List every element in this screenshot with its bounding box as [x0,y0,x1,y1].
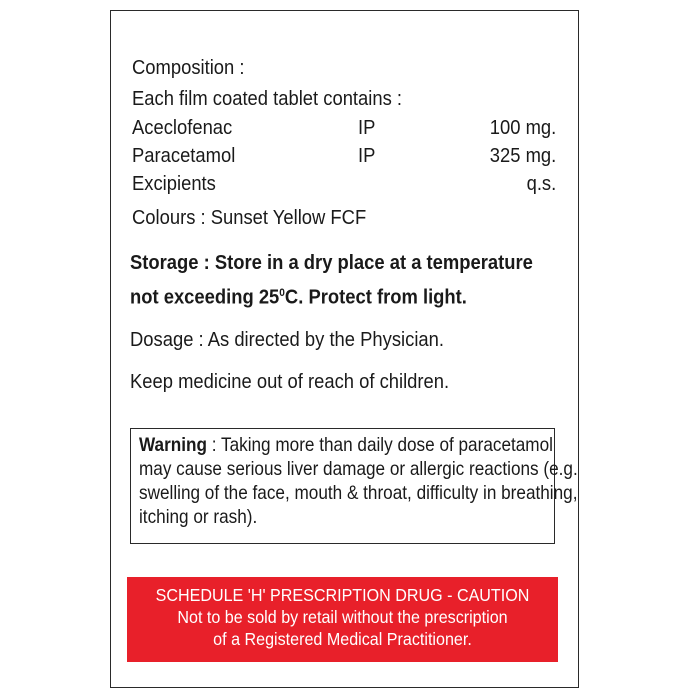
storage-line-2 [130,281,467,310]
storage-text-after-degree: C. Protect from light. [284,286,467,309]
warning-line-4: itching or rash). [139,506,258,528]
colours-line: Colours : Sunset Yellow FCF [132,207,367,229]
composition-intro: Each film coated tablet contains : [132,88,403,110]
schedule-line-2: Not to be sold by retail without the prescription [177,607,508,627]
warning-line-2: may cause serious liver damage or allergic reactions (e.g. [139,458,578,480]
ingredient-amount: q.s. [526,173,556,195]
ingredient-name: Excipients [132,173,216,195]
keep-away-line: Keep medicine out of reach of children. [130,371,450,393]
ingredient-amount: 100 mg. [489,117,556,139]
schedule-h-banner [127,577,558,662]
warning-box [130,428,578,544]
degree-superscript: 0 [279,287,285,299]
warning-text: : Taking more than daily dose of paracetamol [207,434,553,456]
composition-heading: Composition : [132,57,245,79]
warning-line-1 [139,433,553,457]
schedule-line-1: SCHEDULE 'H' PRESCRIPTION DRUG - CAUTION [155,585,530,605]
warning-heading: Warning [139,434,208,456]
ingredient-name: Aceclofenac [132,117,233,139]
ingredient-amount: 325 mg. [489,145,556,167]
ingredient-name: Paracetamol [132,145,236,167]
warning-line-3: swelling of the face, mouth & throat, difficulty in breathing, [139,482,578,504]
schedule-line-3: of a Registered Medical Practitioner. [213,629,472,649]
storage-line-1: Storage : Store in a dry place at a temperature [130,252,533,274]
ingredient-standard: IP [358,117,376,139]
ingredient-standard: IP [358,145,376,167]
storage-text-before-degree: not exceeding 25 [130,286,280,309]
dosage-line: Dosage : As directed by the Physician. [130,329,445,351]
